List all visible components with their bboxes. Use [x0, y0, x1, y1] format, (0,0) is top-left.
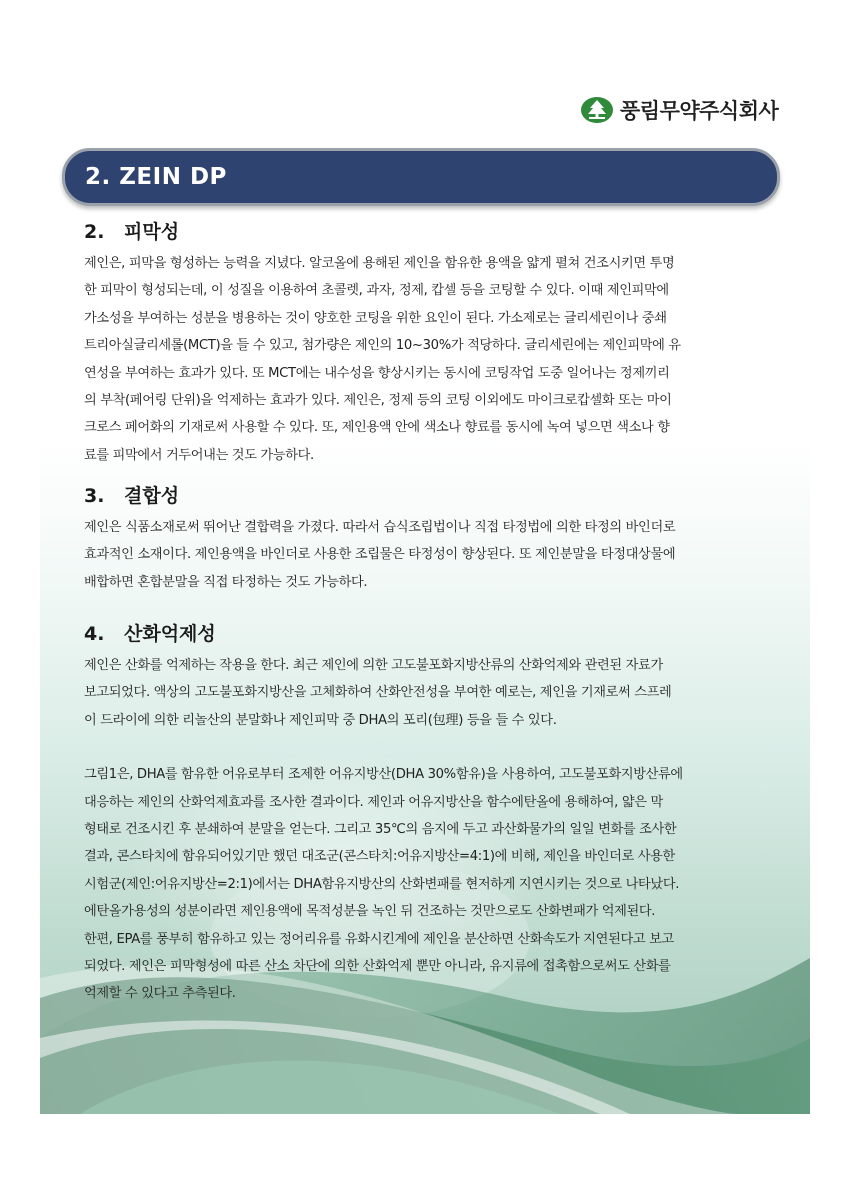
- paragraph-line: 억제할 수 있다고 추측된다.: [84, 986, 236, 1002]
- section-antioxidant: [84, 619, 774, 1008]
- paragraph-line: 보고되었다. 액상의 고도불포화지방산을 고체화하여 산화안전성을 부여한 예로는, 제인을 기재로써 스프레: [84, 685, 672, 701]
- title-bar: [62, 148, 780, 206]
- section-number: 4.: [84, 623, 105, 645]
- paragraph-line: 이 드라이에 의한 리놀산의 분말화나 제인피막 중 DHA의 포리(包理) 등을 들 수 있다.: [84, 712, 557, 728]
- paragraph-line: 제인은 산화를 억제하는 작용을 한다. 최근 제인에 의한 고도불포화지방산류의 산화억제와 관련된 자료가: [84, 658, 663, 673]
- paragraph-line: 형태로 건조시킨 후 분쇄하여 분말을 얻는다. 그리고 35℃의 음지에 두고 과산화물가의 일일 변화를 조사한: [84, 822, 677, 838]
- paragraph-line: 한편, EPA를 풍부히 함유하고 있는 정어리유를 유화시킨계에 제인을 분산하면 산화속도가 지연된다고 보고: [84, 931, 674, 947]
- company-name: 풍림무약주식회사: [620, 99, 779, 123]
- section-title: 산화억제성: [124, 623, 216, 645]
- section-heading: [84, 481, 774, 508]
- paragraph-line: 에탄올가용성의 성분이라면 제인용액에 목적성분을 녹인 뒤 건조하는 것만으로도 산화변패가 억제된다.: [84, 904, 656, 920]
- section-heading: [84, 217, 774, 244]
- paragraph-line: 결과, 콘스타치에 함유되어있기만 했던 대조군(콘스타치:어유지방산=4:1)에 비해, 제인을 바인더로 사용한: [84, 849, 675, 865]
- paragraph-line: 트리아실글리세롤(MCT)을 들 수 있고, 첨가량은 제인의 10~30%가 적당하다. 글리세린에는 제인피막에 유: [84, 338, 681, 354]
- paragraph-line: 대응하는 제인의 산화억제효과를 조사한 결과이다. 제인과 어유지방산을 함수에탄올에 용해하여, 얇은 막: [84, 794, 663, 810]
- section-number: 3.: [84, 485, 105, 507]
- section-paragraph: [84, 652, 774, 734]
- section-number: 2.: [84, 221, 105, 243]
- paragraph-line: 제인은, 피막을 형성하는 능력을 지녔다. 알코올에 용해된 제인을 함유한 용액을 얇게 펼쳐 건조시키면 투명: [84, 256, 675, 271]
- paragraph-line: 그림1은, DHA를 함유한 어유로부터 조제한 어유지방산(DHA 30%함유)을 사용하여, 고도불포화지방산류에: [84, 767, 683, 783]
- paragraph-line: 크로스 페어화의 기재로써 사용할 수 있다. 또, 제인용액 안에 색소나 향료를 동시에 녹여 넣으면 색소나 향: [84, 420, 670, 436]
- paragraph-line: 되었다. 제인은 피막형성에 따른 산소 차단에 의한 산화억제 뿐만 아니라, 유지류에 접촉함으로써도 산화를: [84, 959, 671, 975]
- paragraph-line: 료를 피막에서 거두어내는 것도 가능하다.: [84, 447, 314, 463]
- section-heading: [84, 619, 774, 646]
- section-paragraph: [84, 514, 774, 596]
- paragraph-line: 배합하면 혼합분말을 직접 타정하는 것도 가능하다.: [84, 574, 368, 590]
- section-paragraph: [84, 761, 774, 1008]
- paragraph-line: 한 피막이 형성되는데, 이 성질을 이용하여 초콜렛, 과자, 정제, 캅셀 등을 코팅할 수 있다. 이때 제인피막에: [84, 283, 669, 299]
- section-binding: [84, 481, 774, 596]
- section-film-forming: [84, 217, 774, 469]
- paragraph-line: 가소성을 부여하는 성분을 병용하는 것이 양호한 코팅을 위한 요인이 된다. 가소제로는 글리세린이나 중쇄: [84, 310, 667, 326]
- paragraph-line: 연성을 부여하는 효과가 있다. 또 MCT에는 내수성을 향상시키는 동시에 코팅작업 도중 일어나는 정제끼리: [84, 365, 670, 381]
- paragraph-line: 제인은 식품소재로써 뛰어난 결합력을 가졌다. 따라서 습식조립법이나 직접 타정법에 의한 타정의 바인더로: [84, 520, 676, 535]
- page-title: 2. ZEIN DP: [85, 164, 227, 190]
- paragraph-line: 의 부착(페어링 단위)을 억제하는 효과가 있다. 제인은, 정제 등의 코팅 이외에도 마이크로캅셀화 또는 마이: [84, 393, 672, 409]
- company-logo: [580, 94, 778, 126]
- pine-tree-emblem-icon: [580, 96, 614, 124]
- paragraph-line: 효과적인 소재이다. 제인용액을 바인더로 사용한 조립물은 타정성이 향상된다. 또 제인분말을 타정대상물에: [84, 547, 676, 563]
- section-title: 결합성: [124, 485, 180, 507]
- section-paragraph: [84, 250, 774, 469]
- section-title: 피막성: [124, 221, 180, 243]
- paragraph-line: 시험군(제인:어유지방산=2:1)에서는 DHA함유지방산의 산화변패를 현저하게 지연시키는 것으로 나타났다.: [84, 876, 680, 892]
